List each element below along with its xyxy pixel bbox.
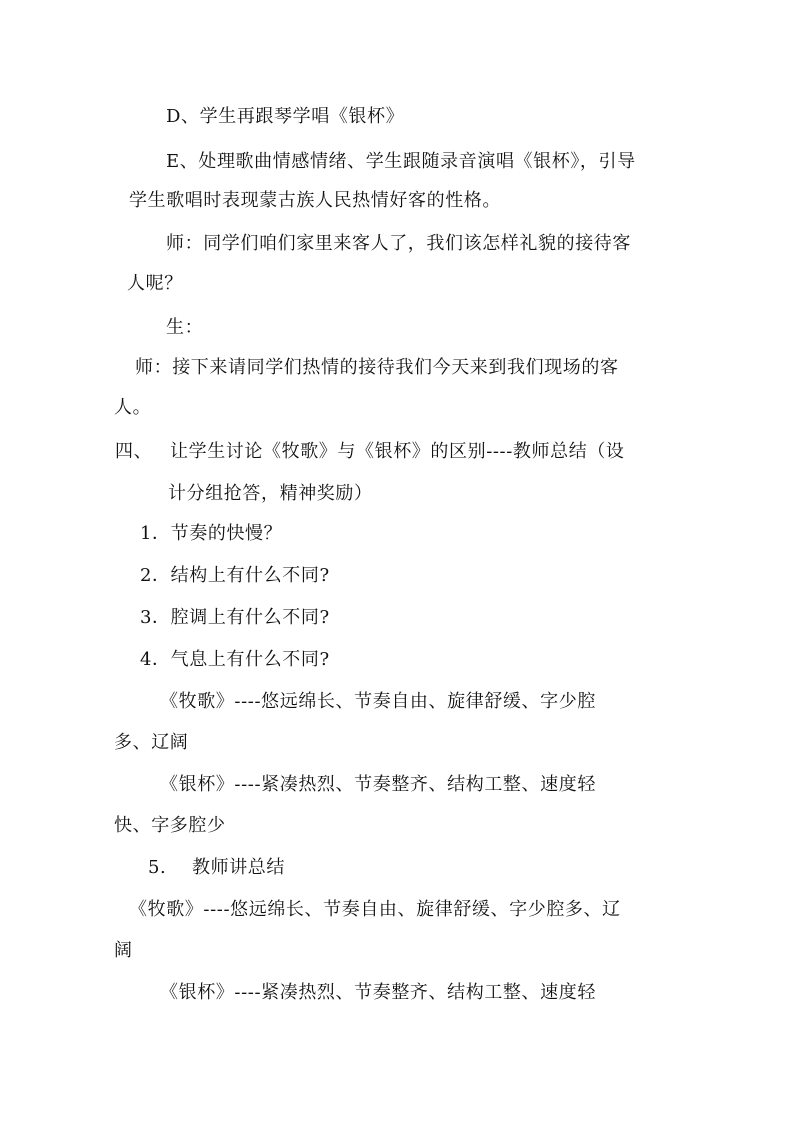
paragraph-line: 多、辽阔 <box>114 732 189 753</box>
list-number: 5. <box>148 857 167 878</box>
list-item: 2．结构上有什么不同? <box>140 565 330 586</box>
paragraph-line: E、处理歌曲情感情绪、学生跟随录音演唱《银杯》，引导 <box>166 151 636 172</box>
paragraph-line: 《银杯》----紧凑热烈、节奏整齐、结构工整、速度轻 <box>160 774 596 795</box>
paragraph-line: 人呢？ <box>127 273 183 294</box>
paragraph-line: 《银杯》----紧凑热烈、节奏整齐、结构工整、速度轻 <box>160 982 596 1003</box>
paragraph-line: 阔 <box>114 940 133 961</box>
paragraph-line: 让学生讨论《牧歌》与《银杯》的区别----教师总结（设 <box>170 441 625 462</box>
paragraph-line: 《牧歌》----悠远绵长、节奏自由、旋律舒缓、字少腔 <box>160 691 596 712</box>
section-number: 四、 <box>115 441 153 462</box>
paragraph-line: D、学生再跟琴学唱《银杯》 <box>166 106 405 127</box>
paragraph-line: 人。 <box>114 397 152 418</box>
paragraph-line: 教师讲总结 <box>192 857 285 878</box>
paragraph-line: 生： <box>166 317 204 338</box>
list-item: 3．腔调上有什么不同? <box>140 607 330 628</box>
paragraph-line: 师：同学们咱们家里来客人了，我们该怎样礼貌的接待客 <box>166 233 631 254</box>
paragraph-line: 学生歌唱时表现蒙古族人民热情好客的性格。 <box>129 190 501 211</box>
paragraph-line: 计分组抢答，精神奖励） <box>168 483 373 504</box>
list-item: 4．气息上有什么不同? <box>140 649 330 670</box>
paragraph-line: 师：接下来请同学们热情的接待我们今天来到我们现场的客 <box>135 357 619 378</box>
list-item: 1．节奏的快慢？ <box>140 523 283 544</box>
paragraph-line: 《牧歌》----悠远绵长、节奏自由、旋律舒缓、字少腔多、辽 <box>129 899 621 920</box>
paragraph-line: 快、字多腔少 <box>114 815 226 836</box>
